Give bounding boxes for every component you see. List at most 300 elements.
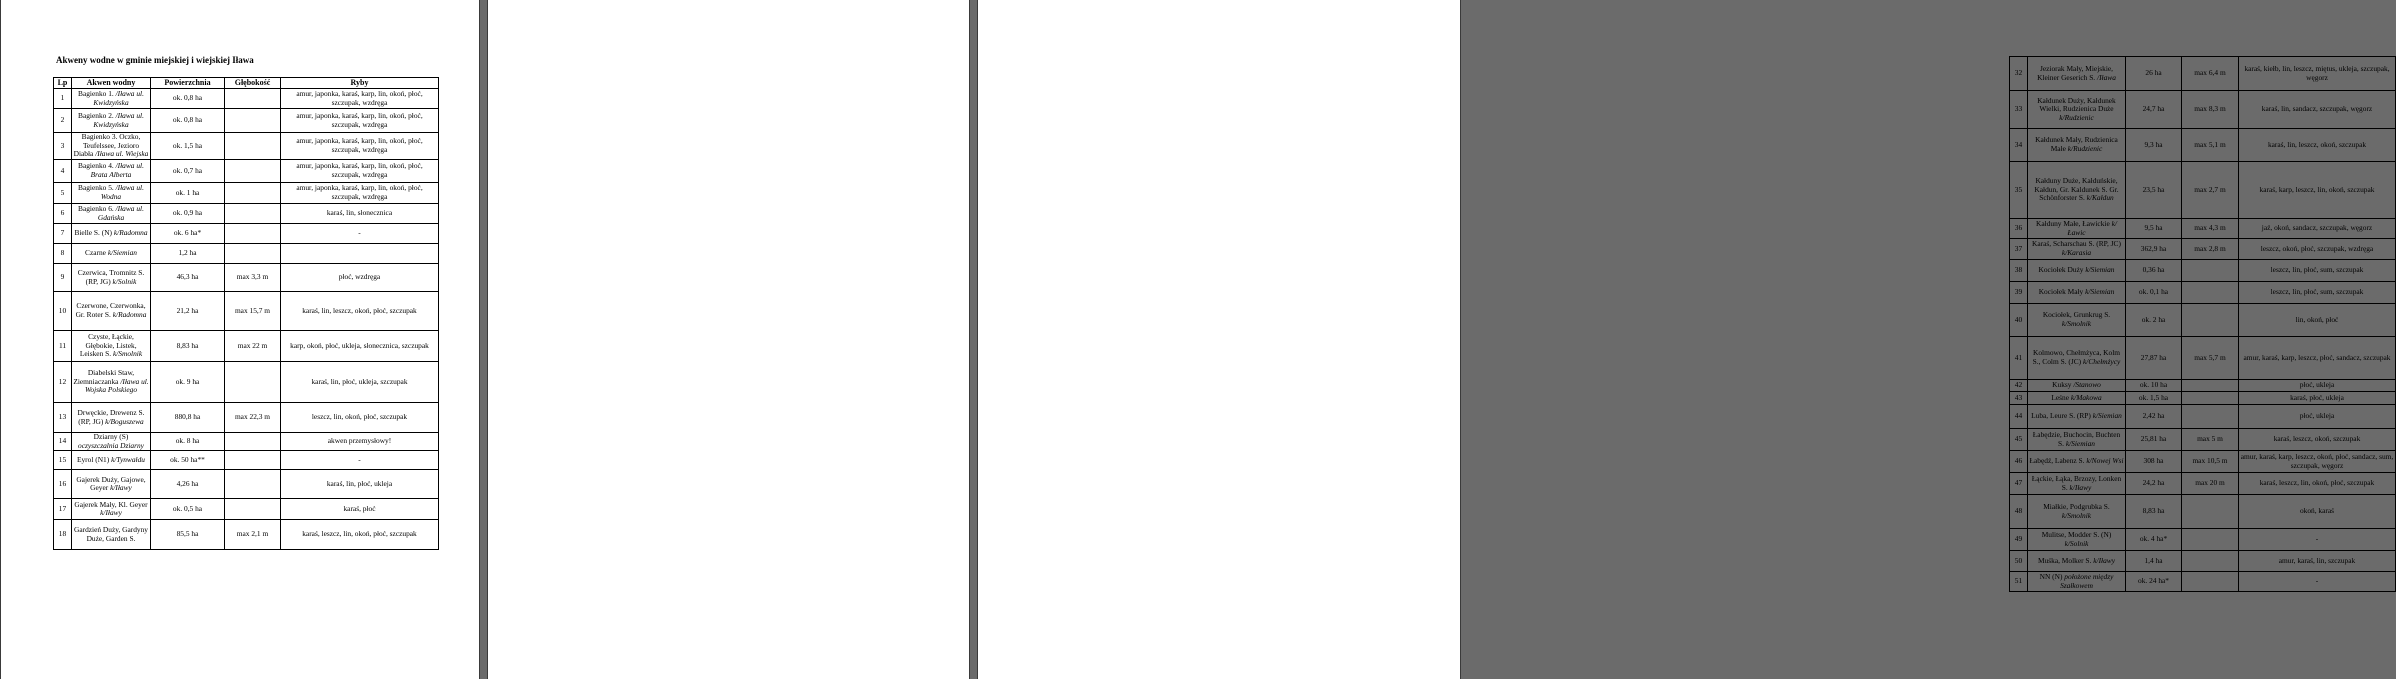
lake-name: Czerwica, Tromnitz S. (RP, JG) [77,267,145,286]
cell-ryby: amur, japonka, karaś, karp, lin, okoń, płoć, szczupak, wzdręga [281,109,439,133]
cell-lp: 34 [2010,129,2028,162]
table-row [2010,551,2396,572]
cell-ryby: - [281,451,439,470]
cell-lp: 35 [2010,162,2028,219]
cell-glebokosc [225,470,281,499]
table-row [2010,473,2396,495]
cell-glebokosc [2182,380,2239,392]
cell-ryby: - [281,224,439,244]
cell-glebokosc: max 15,7 m [225,292,281,331]
cell-akwen [72,160,151,183]
cell-powierzchnia: 26 ha [2126,57,2182,91]
document-title: Akweny wodne w gminie miejskiej i wiejskiej Iława [56,55,254,65]
lake-location: /Iława ul. Wodna [100,183,144,201]
lake-location: /Stanowo [2073,380,2101,390]
cell-powierzchnia: ok. 50 ha** [151,451,225,470]
lake-name: Bielle S. (N) [74,228,113,238]
lake-name: Mulitse, Modder S. (N) [2041,529,2112,539]
cell-akwen [2028,162,2126,219]
cell-akwen [2028,282,2126,304]
cell-akwen [72,499,151,520]
table-row [2010,529,2396,551]
lake-location: k/Siemian [2065,438,2095,448]
lake-name: Kolmowo, Chełmżyca, Kolm S., Colm S. (JC) [2032,348,2121,366]
cell-lp: 51 [2010,572,2028,592]
lake-location: k/Iławy [100,508,122,518]
cell-lp: 47 [2010,473,2028,495]
cell-akwen [2028,239,2126,260]
document-page-1 [0,0,480,679]
cell-lp: 18 [54,520,72,550]
cell-powierzchnia: 21,2 ha [151,292,225,331]
cell-ryby: karaś, leszcz, lin, okoń, płoć, szczupak [281,520,439,550]
cell-powierzchnia: 2,42 ha [2126,405,2182,429]
lake-location: oczyszczalnia Dziarny [78,440,144,450]
cell-glebokosc [225,224,281,244]
cell-lp: 5 [54,183,72,204]
table-row [2010,572,2396,592]
cell-powierzchnia: ok. 4 ha* [2126,529,2182,551]
cell-ryby: amur, japonka, karaś, karp, lin, okoń, płoć, szczupak, wzdręga [281,89,439,109]
table-row [2010,162,2396,219]
cell-akwen [72,520,151,550]
cell-ryby: karaś, lin, słonecznica [281,204,439,224]
cell-lp: 36 [2010,219,2028,239]
cell-powierzchnia: 23,5 ha [2126,162,2182,219]
cell-glebokosc [2182,572,2239,592]
lake-name: Gajerek Duży, Gajowe, Geyer [76,474,146,493]
header-glebokosc: Głębokość [225,78,281,89]
cell-lp: 38 [2010,260,2028,282]
cell-glebokosc [225,499,281,520]
table-row [54,520,439,550]
cell-glebokosc [225,451,281,470]
lake-location: /Iława [2097,72,2116,82]
cell-ryby: amur, karaś, karp, leszcz, okoń, płoć, sandacz, sum, szczupak, węgorz [2239,451,2396,473]
table-row [54,362,439,403]
cell-ryby: karaś, płoć [281,499,439,520]
cell-glebokosc [2182,405,2239,429]
document-page-2 [487,0,970,679]
table-row [54,433,439,451]
lake-name: Kociołek, Grunkrug S. [2042,310,2111,320]
cell-akwen [72,433,151,451]
cell-akwen [72,109,151,133]
lake-location: k/Iławy [2093,555,2115,565]
lake-location: /Iława ul. Wojska Polskiego [84,376,149,395]
lake-location: k/Tynwałdu [111,454,146,464]
table-header-row [54,78,439,89]
cell-powierzchnia: 25,81 ha [2126,429,2182,451]
table-row [2010,405,2396,429]
cell-ryby: amur, japonka, karaś, karp, lin, okoń, płoć, szczupak, wzdręga [281,183,439,204]
cell-glebokosc: max 22 m [225,331,281,362]
cell-akwen [2028,473,2126,495]
lake-location: k/Iławy [110,483,132,493]
cell-akwen [2028,495,2126,529]
table-row [2010,495,2396,529]
cell-powierzchnia: 8,83 ha [151,331,225,362]
cell-lp: 9 [54,264,72,292]
cell-akwen [72,89,151,109]
header-powierzchnia: Powierzchnia [151,78,225,89]
lake-name: Łąckie, Łąka, Brzozy, Lonken S. [2031,473,2122,492]
cell-glebokosc: max 22,3 m [225,403,281,433]
cell-akwen [72,183,151,204]
table-row [2010,337,2396,380]
cell-powierzchnia: 880,8 ha [151,403,225,433]
cell-glebokosc: max 5,7 m [2182,337,2239,380]
cell-lp: 41 [2010,337,2028,380]
cell-ryby: karaś, płoć, ukleja [2239,392,2396,405]
cell-glebokosc: max 3,3 m [225,264,281,292]
lake-location: /Iława ul. Kwidzyńska [93,110,144,129]
table-row [54,292,439,331]
table-row [54,244,439,264]
cell-glebokosc: max 10,5 m [2182,451,2239,473]
cell-akwen [72,331,151,362]
lake-name: Czyste, Łąckie, Głębokie, Listek, Leisken S. [79,332,137,359]
cell-akwen [2028,392,2126,405]
lake-location: k/Smolnik [2061,510,2092,520]
lake-location: k/Smolnik [2061,319,2092,328]
cell-ryby: - [2239,529,2396,551]
cell-ryby: karaś, kiełb, lin, leszcz, miętus, ukleja, szczupak, węgorz [2239,57,2396,91]
cell-powierzchnia: 27,87 ha [2126,337,2182,380]
cell-akwen [72,133,151,160]
cell-powierzchnia: ok. 1 ha [151,183,225,204]
cell-lp: 42 [2010,380,2028,392]
cell-ryby: karaś, lin, leszcz, okoń, szczupak [2239,129,2396,162]
lake-location: k/Iławy [2069,482,2092,492]
table-row [54,451,439,470]
lake-name: Kałduny Duże, Kałduńskie, Kałdun, Gr. Kaldunek S. Gr. Schönforster S. [2034,176,2119,203]
lake-name: Luba, Leure S. (RP) [2031,411,2091,421]
lake-location: k/Siemian [107,248,137,258]
cell-powierzchnia: 8,83 ha [2126,495,2182,529]
table-row [2010,57,2396,91]
fish-table-page-1 [53,77,439,550]
cell-akwen [2028,572,2126,592]
table-row [2010,129,2396,162]
table-row [54,109,439,133]
table-row [54,204,439,224]
cell-akwen [2028,551,2126,572]
lake-name: Łabędzie, Buchocin, Buchten S. [2032,429,2121,448]
cell-powierzchnia: 362,9 ha [2126,239,2182,260]
cell-lp: 12 [54,362,72,403]
lake-name: Kuksy [2052,380,2072,390]
document-page-3 [977,0,2394,679]
cell-akwen [72,292,151,331]
cell-akwen [2028,91,2126,129]
lake-location: k/Kałdun [2086,193,2114,203]
lake-name: Czarne [85,248,106,258]
cell-powierzchnia: 24,7 ha [2126,91,2182,129]
lake-name: Czerwone, Czerwonka, Gr. Roter S. [75,301,146,319]
cell-glebokosc [2182,304,2239,337]
lake-location: k/Solnik [2064,538,2089,548]
cell-glebokosc [2182,260,2239,282]
cell-akwen [2028,304,2126,337]
table-row [2010,260,2396,282]
cell-glebokosc [225,433,281,451]
cell-glebokosc [225,89,281,109]
cell-glebokosc [225,204,281,224]
cell-glebokosc: max 4,3 m [2182,219,2239,239]
cell-powierzchnia: ok. 8 ha [151,433,225,451]
cell-ryby: - [2239,572,2396,592]
lake-name: Bagienko 3. Oczko, Teufelssee, Jezioro Diabła [73,132,141,159]
cell-lp: 3 [54,133,72,160]
cell-powierzchnia: ok. 10 ha [2126,380,2182,392]
lake-location: /Iława ul. Brata Alberta [90,161,144,179]
lake-name: Leśne [2051,392,2069,402]
cell-ryby [281,244,439,264]
cell-lp: 17 [54,499,72,520]
cell-lp: 44 [2010,405,2028,429]
cell-ryby: amur, japonka, karaś, karp, lin, okoń, płoć, szczupak, wzdręga [281,160,439,183]
cell-lp: 32 [2010,57,2028,91]
cell-ryby: jaź, okoń, sandacz, szczupak, węgorz [2239,219,2396,239]
cell-powierzchnia: ok. 0,8 ha [151,89,225,109]
cell-lp: 15 [54,451,72,470]
cell-lp: 49 [2010,529,2028,551]
table-row [54,403,439,433]
lake-location: k/Siemian [2092,411,2122,421]
cell-ryby: leszcz, okoń, płoć, szczupak, wzdręga [2239,239,2396,260]
cell-akwen [2028,529,2126,551]
cell-ryby: płoć, ukleja [2239,405,2396,429]
table-row [54,331,439,362]
cell-akwen [72,470,151,499]
cell-akwen [2028,129,2126,162]
cell-glebokosc [2182,282,2239,304]
lake-name: Karaś, Scharschau S. (RP, JC) [2032,239,2121,249]
cell-lp: 7 [54,224,72,244]
lake-name: Gardzień Duży, Gardyny Duże, Garden S. [73,525,148,543]
cell-akwen [2028,429,2126,451]
cell-akwen [72,403,151,433]
cell-powierzchnia: ok. 6 ha* [151,224,225,244]
cell-powierzchnia: 24,2 ha [2126,473,2182,495]
cell-glebokosc: max 5,1 m [2182,129,2239,162]
lake-name: Bagienko 6. [78,203,114,213]
cell-glebokosc [2182,495,2239,529]
cell-powierzchnia: ok. 0,1 ha [2126,282,2182,304]
cell-ryby: karaś, leszcz, okoń, szczupak [2239,429,2396,451]
cell-ryby: leszcz, lin, okoń, płoć, szczupak [281,403,439,433]
header-lp: Lp [54,78,72,89]
cell-akwen [72,362,151,403]
cell-lp: 39 [2010,282,2028,304]
cell-lp: 1 [54,89,72,109]
cell-glebokosc [2182,529,2239,551]
table-row [2010,91,2396,129]
fish-table-page-3 [2009,56,2396,592]
cell-ryby: karaś, lin, płoć, ukleja [281,470,439,499]
lake-name: Jeziorak Mały, Miejskie, Kleiner Geserich S. [2037,63,2113,82]
cell-powierzchnia: ok. 1,5 ha [151,133,225,160]
cell-glebokosc: max 20 m [2182,473,2239,495]
cell-powierzchnia: ok. 2 ha [2126,304,2182,337]
lake-name: Kałduny Małe, Ławickie [2036,218,2110,228]
cell-glebokosc [2182,392,2239,405]
lake-name: Kociołek Duży [2038,265,2084,275]
cell-akwen [72,264,151,292]
cell-glebokosc [225,244,281,264]
cell-ryby: karaś, lin, leszcz, okoń, płoć, szczupak [281,292,439,331]
lake-location: k/Siemian [2085,265,2115,275]
lake-name: Bagienko 5. [78,183,114,193]
cell-akwen [72,204,151,224]
lake-name: Eyrol (N1) [76,454,110,464]
cell-powierzchnia: 1,4 ha [2126,551,2182,572]
lake-name: Bagienko 2. [78,110,114,120]
lake-name: Kałdunek Mały, Rudzienica Małe [2035,135,2118,153]
lake-name: Bagienko 4. [78,161,114,171]
lake-location: /Iława ul. Gdańska [97,203,144,222]
table-row [54,89,439,109]
table-row [54,264,439,292]
table-row [2010,304,2396,337]
table-row [2010,429,2396,451]
cell-powierzchnia: ok. 0,8 ha [151,109,225,133]
cell-lp: 50 [2010,551,2028,572]
lake-location: k/Ławic [2067,218,2117,237]
lake-name: Bagienko 1. [78,88,114,98]
cell-akwen [2028,337,2126,380]
cell-lp: 6 [54,204,72,224]
lake-name: Kociołek Mały [2038,287,2084,297]
table-row [54,224,439,244]
cell-lp: 11 [54,331,72,362]
lake-location: k/Solnik [112,276,137,286]
lake-name: Łabędź, Labenz S. [2029,456,2085,466]
cell-lp: 45 [2010,429,2028,451]
header-akwen: Akwen wodny [72,78,151,89]
cell-ryby: lin, okoń, płoć [2239,304,2396,337]
lake-name: Miałkie, Podgrubka S. [2043,501,2110,511]
table-row [2010,219,2396,239]
cell-glebokosc [225,160,281,183]
cell-lp: 14 [54,433,72,451]
header-ryby: Ryby [281,78,439,89]
table-row [54,499,439,520]
cell-ryby: amur, karaś, lin, szczupak [2239,551,2396,572]
cell-glebokosc [225,109,281,133]
cell-powierzchnia: ok. 0,9 ha [151,204,225,224]
cell-akwen [2028,405,2126,429]
cell-ryby: leszcz, lin, płoć, sum, szczupak [2239,282,2396,304]
cell-akwen [72,224,151,244]
lake-location: k/Smolnik [112,349,143,359]
cell-ryby: karaś, karp, leszcz, lin, okoń, szczupak [2239,162,2396,219]
cell-lp: 4 [54,160,72,183]
cell-powierzchnia: ok. 0,5 ha [151,499,225,520]
cell-powierzchnia: 4,26 ha [151,470,225,499]
cell-glebokosc: max 8,3 m [2182,91,2239,129]
lake-name: Kałdunek Duży, Kałdunek Wielki, Rudzienica Duże [2037,95,2116,114]
cell-akwen [2028,219,2126,239]
cell-lp: 43 [2010,392,2028,405]
table-row [54,160,439,183]
table-row [54,133,439,160]
cell-powierzchnia: 9,5 ha [2126,219,2182,239]
table-row [2010,380,2396,392]
cell-powierzchnia: ok. 1,5 ha [2126,392,2182,405]
table-row [2010,451,2396,473]
lake-name: NN (N) [2039,571,2063,581]
lake-location: /Iława ul. Wiejska [95,149,149,159]
cell-glebokosc: max 2,8 m [2182,239,2239,260]
lake-location: k/Rudzienic [2059,112,2094,122]
cell-akwen [2028,260,2126,282]
lake-name: Gajerek Mały, Kl. Geyer [74,499,148,509]
lake-location: położone między Szałkowem [2060,571,2114,590]
lake-location: k/Nowej Wsi [2086,456,2124,466]
cell-lp: 46 [2010,451,2028,473]
table-row [54,470,439,499]
cell-ryby: amur, japonka, karaś, karp, lin, okoń, płoć, szczupak, wzdręga [281,133,439,160]
cell-lp: 16 [54,470,72,499]
cell-akwen [72,244,151,264]
lake-location: /Iława ul. Kwidzyńska [93,88,144,107]
lake-name: Diabelski Staw, Ziemniaczanka [73,368,135,386]
lake-location: k/Karasia [2061,248,2092,257]
table-row [2010,392,2396,405]
cell-powierzchnia: 46,3 ha [151,264,225,292]
cell-lp: 13 [54,403,72,433]
cell-ryby: karaś, lin, sandacz, szczupak, węgorz [2239,91,2396,129]
cell-ryby: leszcz, lin, płoć, sum, szczupak [2239,260,2396,282]
cell-ryby: płoć, ukleja [2239,380,2396,392]
lake-location: k/Radomna [112,310,147,319]
table-row [54,183,439,204]
cell-akwen [2028,57,2126,91]
cell-lp: 10 [54,292,72,331]
table-row [2010,239,2396,260]
cell-powierzchnia: 9,3 ha [2126,129,2182,162]
lake-name: Dziarny (S) [93,432,129,441]
lake-location: k/Makowa [2070,392,2102,402]
cell-ryby: okoń, karaś [2239,495,2396,529]
cell-glebokosc: max 2,7 m [2182,162,2239,219]
cell-lp: 37 [2010,239,2028,260]
lake-name: Drwęckie, Drewenz S. (RP, JG) [77,407,145,426]
cell-glebokosc [225,362,281,403]
cell-glebokosc [225,133,281,160]
cell-lp: 40 [2010,304,2028,337]
cell-lp: 33 [2010,91,2028,129]
lake-name: Muśka, Molker S. [2037,555,2092,565]
cell-powierzchnia: ok. 0,7 ha [151,160,225,183]
cell-glebokosc [2182,551,2239,572]
cell-ryby: amur, karaś, karp, leszcz, płoć, sandacz, szczupak [2239,337,2396,380]
table-row [2010,282,2396,304]
cell-lp: 48 [2010,495,2028,529]
cell-lp: 8 [54,244,72,264]
cell-powierzchnia: 85,5 ha [151,520,225,550]
cell-powierzchnia: ok. 9 ha [151,362,225,403]
cell-powierzchnia: ok. 24 ha* [2126,572,2182,592]
cell-ryby: płoć, wzdręga [281,264,439,292]
cell-lp: 2 [54,109,72,133]
cell-akwen [2028,451,2126,473]
cell-glebokosc: max 5 m [2182,429,2239,451]
cell-ryby: karaś, lin, płoć, ukleja, szczupak [281,362,439,403]
lake-location: k/Chełmżycy [2082,357,2121,366]
